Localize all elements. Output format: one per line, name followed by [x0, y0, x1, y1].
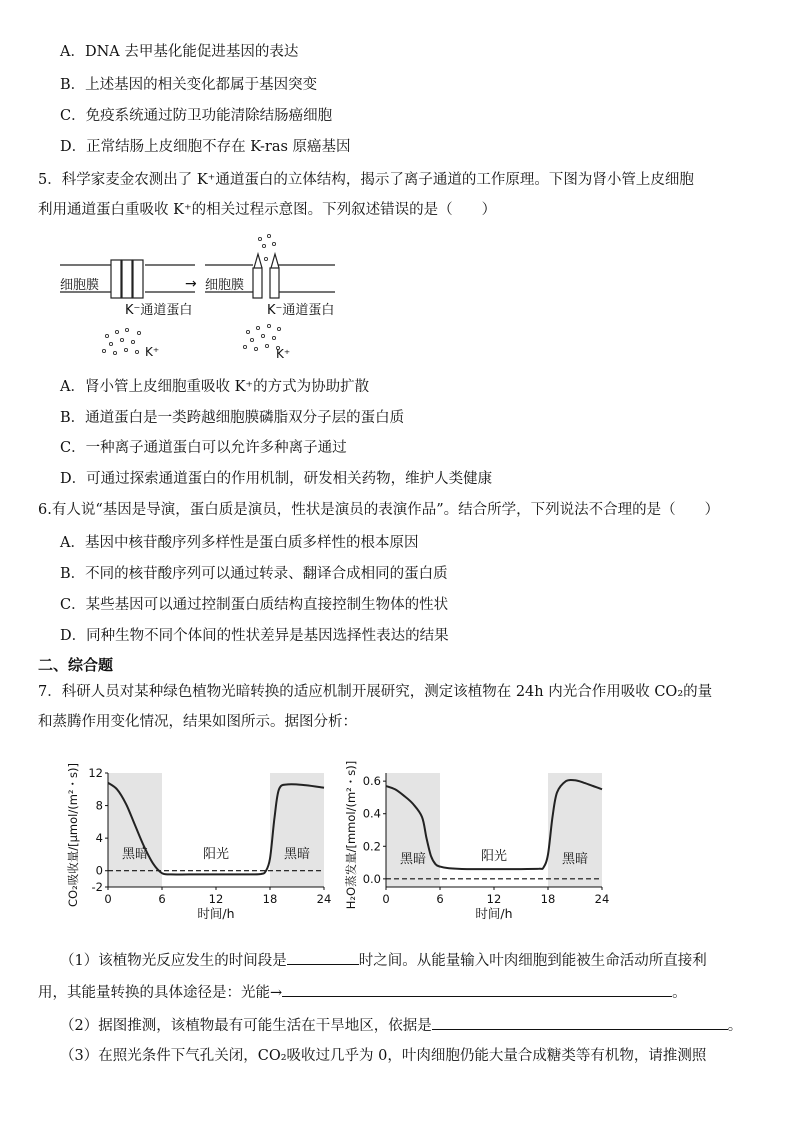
q5-option-c: C．一种离子通道蛋白可以允许多种离子通过 [60, 440, 347, 456]
q7-sub1-text-c: 用，其能量转换的具体途径是：光能→ [38, 985, 283, 1001]
q7-sub1-blank-energy[interactable] [282, 980, 672, 997]
channel-label-left: K⁻通道蛋白 [125, 303, 193, 318]
x-tick-label: 12 [486, 892, 502, 906]
q6-stem: 6.有人说“基因是导演，蛋白质是演员，性状是演员的表演作品”。结合所学，下列说法不合理的是（ ） [38, 502, 720, 518]
x-tick-label: 24 [594, 892, 610, 906]
x-axis-label: 时间/h [197, 906, 235, 921]
ion-channel-figure [55, 232, 365, 364]
y-axis-label: H₂O蒸发量/[mmol/(m²・s)] [344, 760, 358, 910]
q7-sub1-text-a: （1）该植物光反应发生的时间段是 [60, 953, 287, 969]
ion-label-left: K⁺ [145, 345, 160, 359]
q6-option-d: D．同种生物不同个体间的性状差异是基因选择性表达的结果 [60, 628, 449, 644]
dark-period-shade [548, 773, 602, 887]
period-annotation: 黑暗 [121, 847, 149, 863]
x-tick-label: 6 [158, 892, 166, 906]
q7-sub1-blank-time[interactable] [287, 948, 359, 965]
q7-stem-line1: 7．科研人员对某种绿色植物光暗转换的适应机制开展研究，测定该植物在 24h 内光合作用吸收 CO₂的量 [38, 684, 713, 700]
membrane-label-right: 细胞膜 [205, 278, 245, 293]
q7-sub2-text: （2）据图推测，该植物最有可能生活在干旱地区，依据是 [60, 1018, 432, 1034]
x-tick-label: 6 [436, 892, 444, 906]
y-tick-label: -2 [91, 880, 103, 894]
y-tick-label: 4 [95, 831, 103, 846]
period-annotation: 阳光 [480, 848, 508, 864]
channel-label-right: K⁻通道蛋白 [267, 303, 335, 318]
q7-sub1-text-b: 时之间。从能量输入叶肉细胞到能被生命活动所直接利 [358, 953, 707, 969]
q7-sub2-blank[interactable] [432, 1013, 728, 1030]
y-tick-label: 0.6 [362, 774, 381, 789]
q6-option-a: A．基因中核苷酸序列多样性是蛋白质多样性的根本原因 [60, 535, 419, 551]
x-tick-label: 0 [104, 892, 112, 906]
y-tick-label: 0.4 [362, 806, 381, 821]
x-tick-label: 18 [262, 892, 278, 906]
q5-option-b: B．通道蛋白是一类跨越细胞膜磷脂双分子层的蛋白质 [60, 410, 405, 426]
transition-arrow: → [185, 276, 197, 292]
q7-sub3-line: （3）在照光条件下气孔关闭，CO₂吸收过几乎为 0，叶肉细胞仍能大量合成糖类等有机物，请推测照 [60, 1048, 707, 1064]
x-tick-label: 18 [540, 892, 556, 906]
q5-option-a: A．肾小管上皮细胞重吸收 K⁺的方式为协助扩散 [60, 379, 370, 395]
q5-option-d: D．可通过探索通道蛋白的作用机制，研发相关药物，维护人类健康 [60, 471, 493, 487]
period-annotation: 黑暗 [283, 847, 311, 863]
y-tick-label: 0 [95, 863, 103, 878]
q7-sub2-end: 。 [727, 1018, 743, 1034]
ion-dots-right-top [258, 234, 275, 260]
q4-option-c: C．免疫系统通过防卫功能清除结肠癌细胞 [60, 108, 333, 124]
y-axis-label: CO₂吸收量/[μmol/(m²・s)] [66, 763, 80, 907]
period-annotation: 黑暗 [399, 852, 427, 868]
q7-sub1-end: 。 [672, 985, 687, 1001]
q5-stem-line1: 5．科学家麦金农测出了 K⁺通道蛋白的立体结构，揭示了离子通道的工作原理。下图为肾小管上皮细胞 [38, 172, 694, 188]
section-heading: 二、综合题 [38, 656, 114, 674]
y-tick-label: 8 [95, 798, 103, 813]
y-tick-label: 0.2 [362, 839, 381, 854]
ion-dots-left [102, 328, 140, 354]
x-axis-label: 时间/h [475, 906, 513, 921]
period-annotation: 阳光 [202, 847, 230, 863]
ion-label-right: K⁺ [276, 347, 291, 361]
dark-period-shade [386, 773, 440, 887]
q7-sub2-line [60, 1013, 742, 1036]
q7-sub1-line1 [60, 948, 707, 971]
q6-option-c: C．某些基因可以通过控制蛋白质结构直接控制生物体的性状 [60, 597, 449, 613]
h2o-evaporation-chart [340, 755, 630, 930]
dark-period-shade [108, 773, 162, 887]
q4-option-b: B．上述基因的相关变化都属于基因突变 [60, 77, 318, 93]
q7-stem-line2: 和蒸腾作用变化情况，结果如图所示。据图分析： [38, 714, 357, 730]
q4-option-d: D．正常结肠上皮细胞不存在 K-ras 原癌基因 [60, 139, 351, 155]
co2-uptake-chart [62, 755, 347, 930]
q6-option-b: B．不同的核苷酸序列可以通过转录、翻译合成相同的蛋白质 [60, 566, 448, 582]
q5-stem-line2: 利用通道蛋白重吸收 K⁺的相关过程示意图。下列叙述错误的是（ ） [38, 202, 497, 218]
x-tick-label: 0 [382, 892, 390, 906]
y-tick-label: 12 [88, 766, 103, 780]
x-tick-label: 12 [208, 892, 224, 906]
q4-option-a: A．DNA 去甲基化能促进基因的表达 [60, 44, 299, 60]
period-annotation: 黑暗 [561, 852, 589, 868]
x-tick-label: 24 [316, 892, 332, 906]
membrane-label-left: 细胞膜 [60, 278, 100, 293]
q7-sub1-line2 [38, 980, 687, 1003]
y-tick-label: 0.0 [362, 871, 381, 886]
